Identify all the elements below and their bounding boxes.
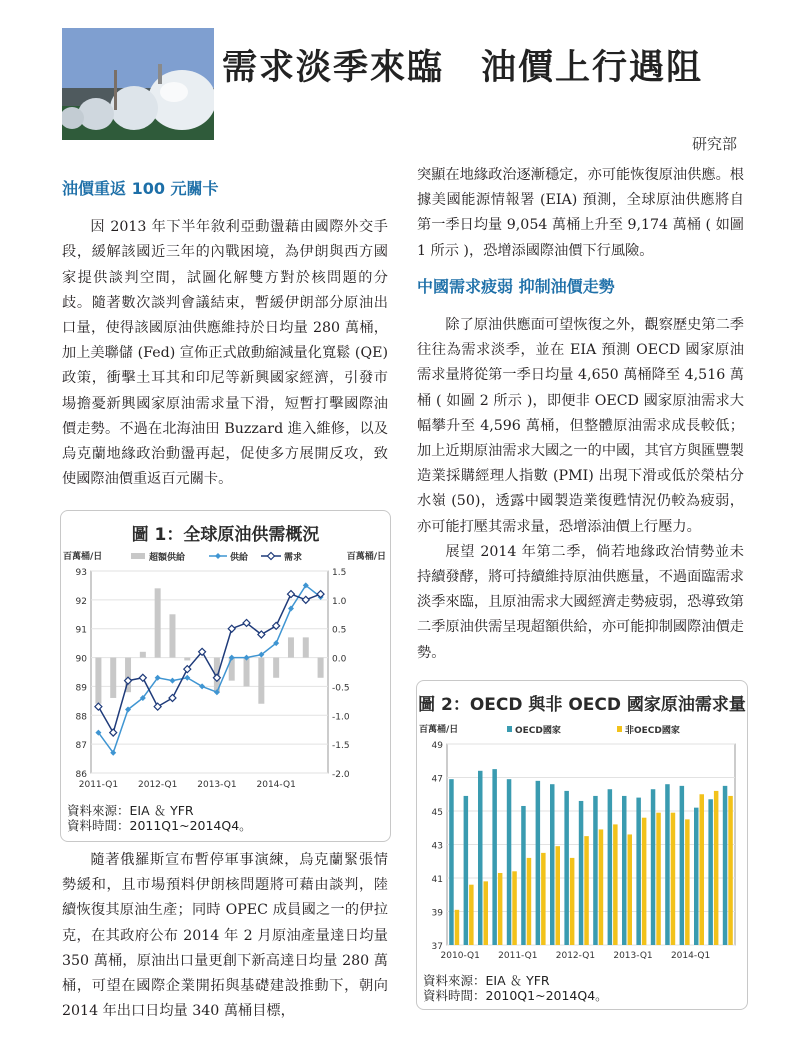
y-tick-left: 88 bbox=[75, 712, 87, 723]
figure-2 bbox=[416, 680, 748, 1010]
y-tick-left: 86 bbox=[75, 770, 87, 780]
y-tick: 43 bbox=[431, 841, 443, 852]
bar-oecd bbox=[579, 801, 584, 945]
bar-non-oecd bbox=[570, 858, 575, 945]
figure-1-period-text: 資料時間：2011Q1~2014Q4。 bbox=[67, 818, 252, 833]
bar-oecd bbox=[622, 796, 627, 945]
bar-oecd bbox=[593, 796, 598, 945]
bar-non-oecd bbox=[613, 824, 618, 945]
legend-label-excess: 超額供給 bbox=[149, 553, 186, 563]
bar-oecd bbox=[521, 806, 526, 945]
y-tick-left: 92 bbox=[75, 596, 87, 607]
bar-non-oecd bbox=[642, 818, 647, 945]
legend-label-demand: 需求 bbox=[284, 553, 303, 563]
bar-oecd bbox=[478, 771, 483, 945]
paragraph: 除了原油供應面可望恢復之外，觀察歷史第二季往往為需求淡季，並在 EIA 預測 OECD 國家原油需求量將從第一季日均量 4,650 萬桶降至 4,516 萬桶 ( 如圖 2 所示 )，即便非 OECD 國家原油需求大幅攀升至 4,596 萬桶，但整體原油需求成長較低；加上近期原油需求大國之一的中國，其官方與匯豐製造業採購經理人指數 (PMI) 出現下滑或低於榮枯分水嶺 (50)，透露中國製造業復甦情況仍較為疲弱，亦可能打壓其需求量，恐增添油價上行壓力。 bbox=[417, 317, 744, 535]
point-supply bbox=[199, 683, 205, 689]
bar-non-oecd bbox=[484, 881, 489, 945]
bar-oecd bbox=[723, 786, 728, 945]
point-supply bbox=[184, 675, 190, 681]
bar-oecd bbox=[608, 789, 613, 945]
bar-excess-supply bbox=[110, 658, 116, 698]
figure-2-chart bbox=[417, 681, 747, 1009]
bar-non-oecd bbox=[628, 834, 633, 945]
point-demand bbox=[302, 596, 309, 603]
bar-excess-supply bbox=[303, 637, 309, 657]
bar-oecd bbox=[694, 808, 699, 945]
bar-oecd bbox=[507, 779, 512, 945]
bar-oecd bbox=[651, 789, 656, 945]
figure-2-source bbox=[423, 973, 608, 1003]
department-label: 研究部 bbox=[692, 135, 738, 153]
x-tick: 2011-Q1 bbox=[498, 951, 538, 961]
figure-2-title: 圖 2：OECD 與非 OECD 國家原油需求量 bbox=[418, 695, 746, 715]
bar-non-oecd bbox=[584, 836, 589, 945]
legend-label-supply: 供給 bbox=[230, 553, 249, 563]
point-demand bbox=[154, 703, 161, 710]
point-demand bbox=[228, 625, 235, 632]
y-tick-right: 1.5 bbox=[332, 568, 347, 578]
figure-2-source-text: 資料來源：EIA ＆ YFR bbox=[423, 973, 550, 988]
bar-non-oecd bbox=[728, 796, 733, 945]
paragraph: 突顯在地緣政治逐漸穩定，亦可能恢復原油供應。根據美國能源情報署 (EIA) 預測，全球原油供應將自第一季日均量 9,054 萬桶上升至 9,174 萬桶 ( 如圖 1 所示 )，恐增添國際油價下行風險。 bbox=[417, 167, 744, 259]
x-tick: 2010-Q1 bbox=[440, 951, 480, 961]
y-tick: 37 bbox=[431, 942, 443, 952]
x-tick: 2014-Q1 bbox=[670, 951, 711, 961]
x-tick: 2013-Q1 bbox=[197, 780, 237, 790]
point-supply bbox=[169, 678, 175, 684]
bar-oecd bbox=[665, 784, 670, 945]
bar-excess-supply bbox=[288, 637, 294, 657]
bar-oecd bbox=[550, 784, 555, 945]
y-tick-left: 90 bbox=[75, 654, 87, 665]
bar-non-oecd bbox=[656, 813, 661, 945]
y-tick: 47 bbox=[431, 774, 443, 785]
bar-excess-supply bbox=[140, 652, 146, 658]
y-tick: 49 bbox=[431, 741, 443, 751]
section-heading-demand: 中國需求疲弱 抑制油價走勢 bbox=[417, 276, 615, 296]
bar-excess-supply bbox=[184, 658, 190, 661]
bar-excess-supply bbox=[155, 588, 161, 657]
y-tick-right: -1.0 bbox=[332, 712, 350, 723]
figure-1-chart bbox=[61, 511, 390, 841]
bar-non-oecd bbox=[527, 858, 532, 945]
oil-storage-tanks-photo bbox=[62, 28, 214, 140]
point-demand bbox=[287, 591, 294, 598]
y-tick-right: 0.5 bbox=[332, 625, 347, 636]
section-heading-price: 油價重返 100 元關卡 bbox=[62, 179, 219, 198]
bar-excess-supply bbox=[273, 658, 279, 678]
figure-1-source-text: 資料來源：EIA ＆ YFR bbox=[67, 803, 194, 818]
figure-1-source bbox=[67, 803, 252, 833]
line-demand bbox=[98, 594, 320, 733]
bar-non-oecd bbox=[469, 885, 474, 945]
bar-oecd bbox=[536, 781, 541, 945]
bar-non-oecd bbox=[599, 829, 604, 945]
bar-excess-supply bbox=[95, 658, 101, 704]
point-demand bbox=[110, 729, 117, 736]
y-tick-right: 0.0 bbox=[332, 654, 347, 665]
bar-oecd bbox=[464, 796, 469, 945]
point-demand bbox=[95, 703, 102, 710]
bar-oecd bbox=[708, 799, 713, 945]
page-title: 需求淡季來臨 油價上行遇阻 bbox=[222, 48, 704, 88]
bar-oecd bbox=[564, 791, 569, 945]
legend-swatch-oecd bbox=[507, 726, 512, 732]
bar-non-oecd bbox=[685, 819, 690, 945]
left-column-top bbox=[62, 176, 388, 492]
bar-excess-supply bbox=[318, 658, 324, 678]
bar-non-oecd bbox=[541, 853, 546, 945]
legend-marker-demand bbox=[268, 553, 275, 560]
point-demand bbox=[169, 694, 176, 701]
y-axis-label-right: 百萬桶/日 bbox=[346, 552, 386, 562]
x-tick: 2013-Q1 bbox=[613, 951, 653, 961]
y-tick-left: 91 bbox=[75, 625, 87, 636]
line-supply bbox=[98, 585, 320, 752]
x-tick: 2011-Q1 bbox=[78, 780, 119, 790]
y-tick: 45 bbox=[431, 808, 443, 818]
paragraph: 隨著俄羅斯宣布暫停軍事演練，烏克蘭緊張情勢緩和，且市場預料伊朗核問題將可藉由談判，陸續恢復其原油生產；同時 OPEC 成員國之一的伊拉克，在其政府公布 2014 年 2 月原油產量達日均量 350 萬桶，原油出口量更創下新高達日均量 280 萬桶，可望在國際企業開拓與基礎建設推動下，朝向 2014 年出口日均量 340 萬桶目標， bbox=[62, 852, 388, 1020]
bar-non-oecd bbox=[512, 871, 517, 945]
point-demand bbox=[139, 674, 146, 681]
y-tick-right: 1.0 bbox=[332, 596, 347, 607]
left-column-bottom bbox=[62, 848, 388, 1024]
y-tick-right: -1.5 bbox=[332, 741, 350, 752]
figure-1 bbox=[60, 510, 391, 842]
x-tick: 2014-Q1 bbox=[256, 780, 296, 790]
bar-non-oecd bbox=[498, 873, 503, 945]
y-tick: 39 bbox=[431, 908, 443, 919]
bar-non-oecd bbox=[556, 846, 561, 945]
bar-oecd bbox=[680, 786, 685, 945]
right-column-top bbox=[417, 163, 744, 666]
y-tick-right: -2.0 bbox=[332, 770, 350, 780]
bar-oecd bbox=[449, 779, 454, 945]
legend-label-nonoecd: 非OECD國家 bbox=[625, 726, 680, 736]
legend-marker-supply bbox=[215, 553, 221, 559]
legend-swatch-nonoecd bbox=[617, 726, 622, 732]
legend-label-oecd: OECD國家 bbox=[515, 726, 561, 736]
y-tick-left: 93 bbox=[75, 568, 87, 578]
bar-excess-supply bbox=[244, 658, 250, 687]
figure-2-period-text: 資料時間：2010Q1~2014Q4。 bbox=[423, 988, 608, 1003]
y-tick-right: -0.5 bbox=[332, 683, 350, 694]
bar-excess-supply bbox=[169, 614, 175, 657]
y-tick: 41 bbox=[431, 875, 443, 885]
bar-non-oecd bbox=[671, 813, 676, 945]
paragraph: 展望 2014 年第二季，倘若地緣政治情勢並未持續發酵，將可持續維持原油供應量，不過面臨需求淡季來臨，且原油需求大國經濟走勢疲弱，恐導致第二季原油供需呈現超額供給，亦可能抑制國際油價走勢。 bbox=[417, 543, 744, 661]
bar-non-oecd bbox=[714, 791, 719, 945]
figure-1-title: 圖 1：全球原油供需概況 bbox=[131, 525, 320, 545]
y-axis-label-left: 百萬桶/日 bbox=[63, 552, 103, 562]
legend-swatch-excess bbox=[131, 553, 145, 559]
bar-oecd bbox=[636, 798, 641, 945]
bar-non-oecd bbox=[700, 794, 705, 945]
y-tick-left: 89 bbox=[75, 683, 87, 694]
x-tick: 2012-Q1 bbox=[138, 780, 178, 790]
bar-excess-supply bbox=[258, 658, 264, 704]
x-tick: 2012-Q1 bbox=[555, 951, 596, 961]
paragraph: 因 2013 年下半年敘利亞動盪藉由國際外交手段，緩解該國近三年的內戰困境，為伊朗與西方國家提供談判空間，試圖化解雙方對於核問題的分歧。隨著數次談判會議結束，暫緩伊朗部分原油出口量，使得該國原油供應維持於日均量 280 萬桶，加上美聯儲 (Fed) 宣佈正式啟動縮減量化寬鬆 (QE) 政策，衝擊土耳其和印尼等新興國家經濟，引發市場擔憂新興國家原油需求量下滑，短暫打擊國際油價走勢。不過在北海油田 Buzzard 進入維修，以及烏克蘭地緣政治動盪再起，促使多方展開反攻，致使國際油價重返百元關卡。 bbox=[62, 219, 388, 488]
bar-non-oecd bbox=[455, 910, 460, 945]
y-axis-label: 百萬桶/日 bbox=[419, 725, 459, 735]
y-tick-left: 87 bbox=[75, 741, 87, 752]
bar-oecd bbox=[492, 769, 497, 945]
